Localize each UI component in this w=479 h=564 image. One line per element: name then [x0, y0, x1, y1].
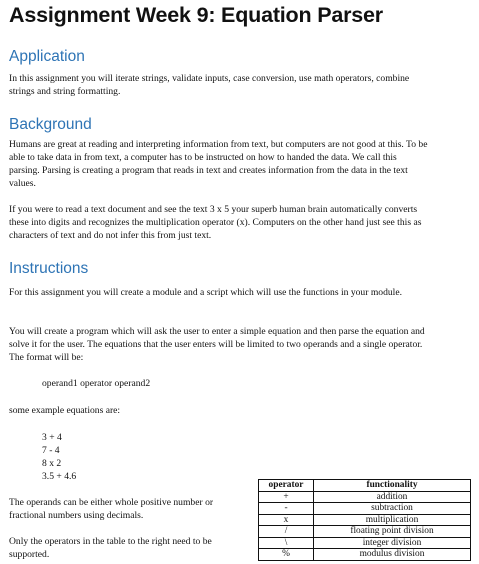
operator-cell: % — [259, 549, 314, 561]
functionality-cell: modulus division — [314, 549, 471, 561]
operator-cell: / — [259, 526, 314, 538]
instructions-paragraph-1: For this assignment you will create a module and a script which will use the functions in your module. — [9, 287, 403, 298]
example-equation: 3.5 + 4.6 — [42, 471, 77, 482]
functionality-cell: addition — [314, 491, 471, 503]
operator-cell: + — [259, 491, 314, 503]
operator-cell: - — [259, 503, 314, 515]
table-row — [259, 549, 471, 561]
background-paragraph-1: Humans are great at reading and interpreting information from text, but computers are not good at this. To be able to take data in from text, a computer has to be instructed on how to handed the data. We call this parsing. Parsing is creating a program that reads in text and creates information from the data in the text values. — [9, 139, 428, 189]
example-equation: 7 - 4 — [42, 445, 60, 456]
table-row — [259, 503, 471, 515]
table-header-operator: operator — [259, 480, 314, 492]
page-title: Assignment Week 9: Equation Parser — [9, 3, 383, 27]
background-paragraph-2: If you were to read a text document and see the text 3 x 5 your superb human brain automatically converts these into digits and recognizes the multiplication operator (x). Computers on the other hand just see this as characters of text and do not infer this from just text. — [9, 204, 422, 241]
functionality-cell: integer division — [314, 537, 471, 549]
heading-background: Background — [9, 116, 92, 133]
table-header-row — [259, 480, 471, 492]
functionality-cell: subtraction — [314, 503, 471, 515]
functionality-cell: multiplication — [314, 514, 471, 526]
heading-instructions: Instructions — [9, 260, 89, 277]
functionality-cell: floating point division — [314, 526, 471, 538]
examples-intro: some example equations are: — [9, 405, 121, 416]
table-row — [259, 514, 471, 526]
operator-cell: x — [259, 514, 314, 526]
instructions-paragraph-2: You will create a program which will ask the user to enter a simple equation and then parse the equation and solve it for the user. The equations that the user enters will be limited to two operands and a single operator. The format will be: — [9, 326, 425, 363]
example-equations — [42, 431, 76, 483]
operator-cell: \ — [259, 537, 314, 549]
table-row — [259, 537, 471, 549]
example-equation: 8 x 2 — [42, 458, 62, 469]
operator-table — [258, 479, 471, 561]
table-row — [259, 491, 471, 503]
example-equation: 3 + 4 — [42, 432, 62, 443]
equation-format: operand1 operator operand2 — [42, 378, 151, 389]
heading-application: Application — [9, 48, 85, 65]
operands-paragraph: The operands can be either whole positive number or fractional numbers using decimals. — [9, 497, 214, 521]
table-header-functionality: functionality — [314, 480, 471, 492]
application-text: In this assignment you will iterate strings, validate inputs, case conversion, use math operators, combine strings and string formatting. — [9, 73, 410, 97]
table-row — [259, 526, 471, 538]
operators-paragraph: Only the operators in the table to the right need to be supported. — [9, 536, 212, 560]
